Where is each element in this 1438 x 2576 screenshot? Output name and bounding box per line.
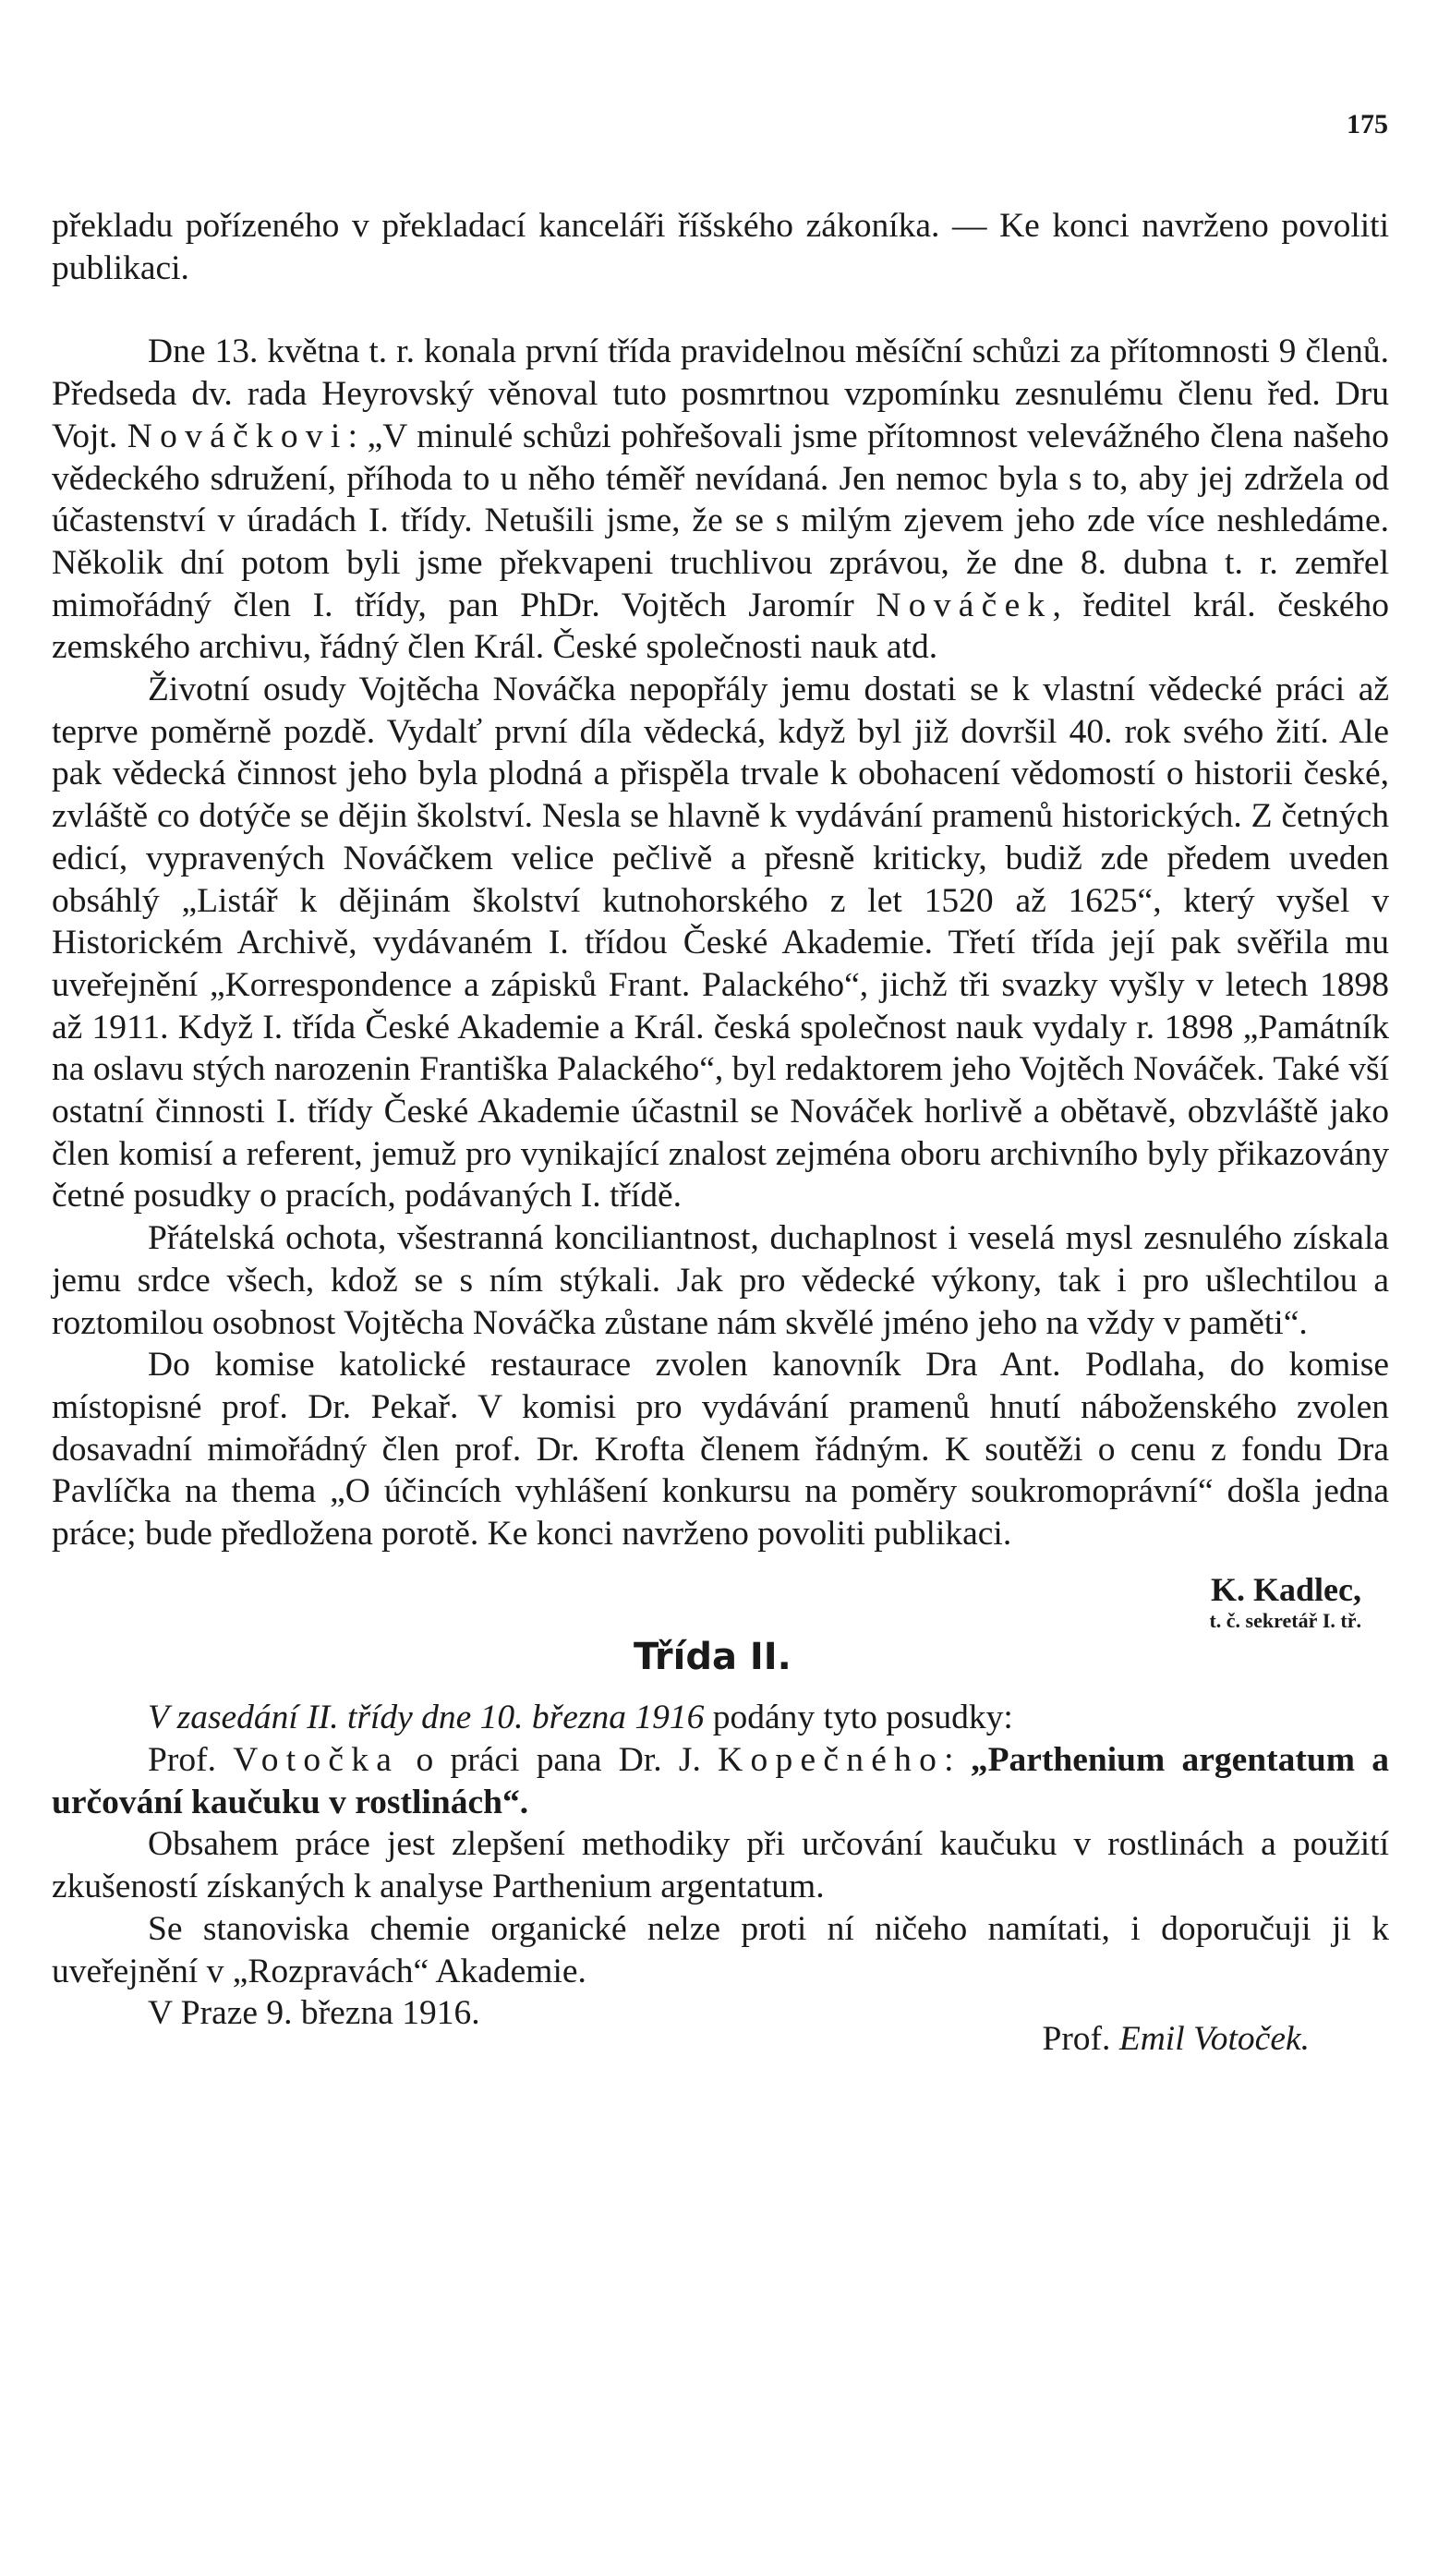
closing-prefix: Prof. — [1042, 2020, 1119, 2059]
paragraph-review-content: Obsahem práce jest zlepšení methodiky při určování kaučuku v rostlinách a použití zkušeností získaných k analyse Parthenium argentatum. — [52, 1825, 1389, 1906]
paragraph-continuation: překladu pořízeného v překladací kanceláři říšského zákoníka. — Ke konci navrženo povoliti publikaci. — [52, 207, 1389, 287]
meeting-report-mid: : „V minulé schůzi pohřešovali jsme přítomnost velevážného člena našeho vědeckého sdružení, příhoda to u něho téměř nevídaná. Jen nemoc byla s to, aby jej zdržela od účastenství v úradách I. třídy. Netušili jsme, že se s milým zjevem jeho zde více neshledáme. Několik dní potom byli jsme překvapeni truchlivou zprávou, že dne 8. dubna t. r. zemřel mimořádný člen I. třídy, pan PhDr. Vojtěch Jaromír — [52, 417, 1390, 624]
closing-signature — [1042, 2018, 1310, 2061]
review-mid: o práci pana Dr. J. — [399, 1740, 719, 1779]
reviewer-spaced: Votočka — [233, 1740, 400, 1779]
section-heading: Třída II. — [634, 1635, 792, 1678]
author-spaced: Kopečného — [718, 1740, 945, 1779]
review-prefix: Prof. — [148, 1740, 234, 1779]
date-place: V Praze 9. března 1916. — [148, 1994, 480, 2033]
section-intro-italic: V zasedání II. třídy dne 10. března 1916 — [148, 1699, 705, 1737]
page-number: 175 — [1347, 109, 1388, 139]
closing-name: Emil Votoček. — [1118, 2020, 1310, 2059]
meeting-report-start: Dne 13. května t. r. konala první třída pravidelnou měsíční schůzi za přítomnosti 9 členů. Předseda dv. rada Heyrovský věnoval tuto posmrtnou vzpomínku zesnulému členu řed. Dru Vojt. — [52, 333, 1389, 455]
paragraph-review-recommendation: Se stanoviska chemie organické nelze proti ní ničeho namítati, i doporučuji ji k uveřejnění v „Rozpravách“ Akademie. — [52, 1909, 1389, 1990]
paragraph-commissions: Do komise katolické restaurace zvolen kanovník Dra Ant. Podlaha, do komise místopisné prof. Dr. Pekař. V komisi pro vydávání pramenů hnutí náboženského zvolen dosavadní mimořádný člen prof. Dr. Krofta členem řádným. K soutěži o cenu z fondu Dra Pavlíčka na thema „O účincích vyhlášení konkursu na poměry soukromoprávní“ došla jedna práce; bude předložena porotě. Ke konci navrženo povoliti publikaci. — [52, 1346, 1389, 1554]
work-title: „Parthenium argentatum a určování kaučuku v rostlinách“. — [52, 1740, 1389, 1821]
section-intro-rest: podány tyto posudky: — [704, 1699, 1013, 1737]
paragraph-meeting-report — [52, 331, 1389, 669]
signature-name: K. Kadlec, — [1211, 1570, 1361, 1608]
signature-block — [52, 1572, 1361, 1633]
section-intro — [52, 1697, 1389, 1739]
spaced-name-novacek: Nováček — [876, 586, 1053, 624]
review-heading — [52, 1739, 1389, 1823]
page-body — [52, 205, 1389, 2061]
meeting-report-end: , ředitel král. českého zemského archivu, řádný člen Král. České společnosti nauk atd. — [52, 586, 1389, 667]
review-colon: : — [944, 1740, 971, 1779]
paragraph-tribute: Přátelská ochota, všestranná konciliantnost, duchaplnost i veselá mysl zesnulého získala jemu srdce všech, kdož se s ním stýkali. Jak pro vědecké výkony, tak i pro ušlechtilou a roztomilou osobnost Vojtěcha Nováčka zůstane nám skvělé jméno jeho na vždy v paměti“. — [52, 1219, 1389, 1342]
spaced-name-novackovi: Nováčkovi — [127, 417, 348, 455]
paragraph-biography: Životní osudy Vojtěcha Nováčka nepopřály jemu dostati se k vlastní vědecké práci až teprve poměrně pozdě. Vydalť první díla vědecká, když byl již dovršil 40. rok svého žití. Ale pak vědecká činnost jeho byla plodná a přispěla trvale k obohacení vědomostí o historii české, zvláště co dotýče se dějin školství. Nesla se hlavně k vydávání pramenů historických. Z četných edicí, vypravených Nováčkem velice pečlivě a přesně kriticky, budiž zde předem uveden obsáhlý „Listář k dějinám školství kutnohorského z let 1520 až 1625“, který vyšel v Historickém Archivě, vydávaném I. třídou České Akademie. Třetí třída její pak svěřila mu uveřejnění „Korrespondence a zápisků Frant. Palackého“, jichž tři svazky vyšly v letech 1898 až 1911. Když I. třída České Akademie a Král. česká společnost nauk vydaly r. 1898 „Památník na oslavu stých narozenin Františka Palackého“, byl redaktorem jeho Vojtěch Nováček. Také vší ostatní činnosti I. třídy České Akademie účastnil se Nováček horlivě a obětavě, obzvláště jako člen komisí a referent, jemuž pro vynikající znalost zejména oboru archivního byly přikazovány četné posudky o pracích, podávaných I. třídě. — [52, 671, 1389, 1215]
signature-title: t. č. sekretář I. tř. — [1209, 1609, 1361, 1633]
closing-row — [52, 1992, 1389, 2061]
